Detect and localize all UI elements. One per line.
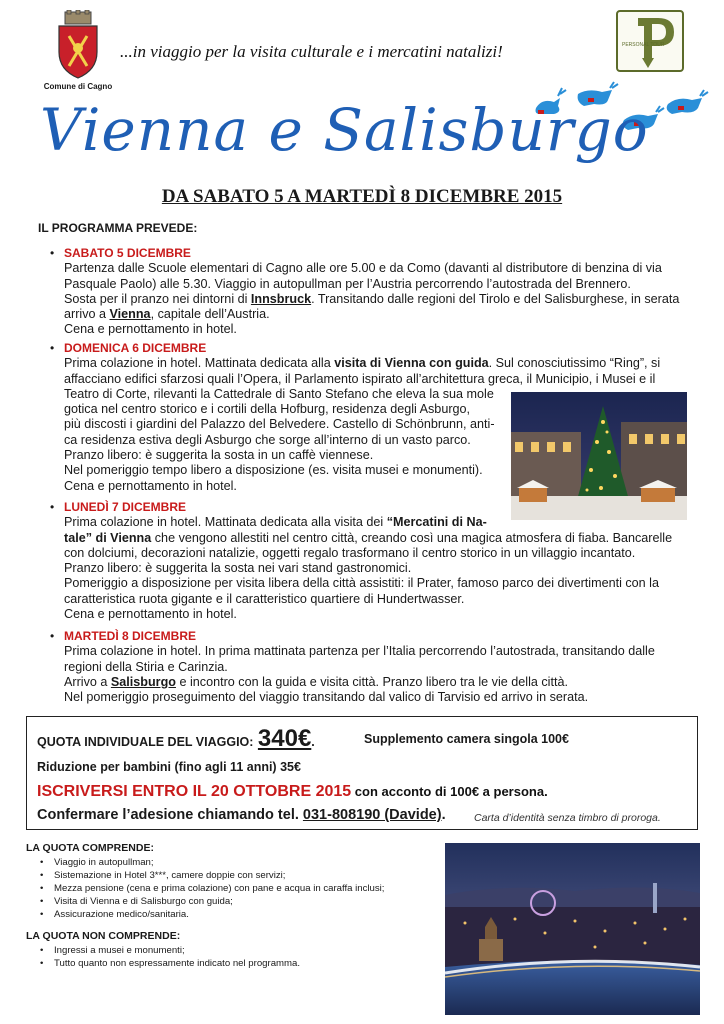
- quota-row: QUOTA INDIVIDUALE DEL VIAGGIO: 340€.: [37, 725, 315, 752]
- text-line: con dolciumi, decorazioni natalizie, oggetti regalo trasformano il centro storico in un villaggio incantato.: [64, 545, 636, 560]
- personal-tour-p-icon: [618, 12, 682, 70]
- list-item: • Sistemazione in Hotel 3***, camere doppie con servizi;: [40, 869, 384, 882]
- text-line: Pranzo libero: è suggerita la sosta in un caffè viennese.: [64, 448, 374, 463]
- bullet: •: [50, 341, 55, 355]
- text-line: regioni della Stiria e Carinzia.: [64, 659, 228, 674]
- list-item: • Tutto quanto non espressamente indicato nel programma.: [40, 957, 300, 970]
- personal-tour-logo: [616, 10, 684, 72]
- enrollment-deadline: ISCRIVERSI ENTRO IL 20 OTTOBRE 2015 con acconto di 100€ a persona.: [37, 783, 548, 800]
- day-heading: LUNEDÌ 7 DICEMBRE: [64, 500, 187, 514]
- list-item: • Ingressi a musei e monumenti;: [40, 944, 300, 957]
- list-item: • Mezza pensione (cena e prima colazione) con pane e acqua in caraffa inclusi;: [40, 882, 384, 895]
- vienna-night-photo: [445, 843, 700, 1015]
- quota-price: 340€: [257, 725, 312, 752]
- bullet: •: [50, 629, 55, 643]
- text-line: Cena e pernottamento in hotel.: [64, 478, 237, 493]
- enrollment-date: ISCRIVERSI ENTRO IL 20 OTTOBRE 2015: [37, 783, 352, 800]
- logo-text: PERSONAL TOUR: [622, 42, 665, 48]
- text-line: gotica nel centro storico e i cortili della Hofburg, residenza degli Asburgo,: [64, 402, 471, 417]
- id-card-note: Carta d’identità senza timbro di proroga.: [474, 812, 661, 824]
- includes-list: [40, 856, 384, 921]
- single-room-supplement: Supplemento camera singola 100€: [364, 732, 569, 746]
- text-line: ca residenza estiva degli Asburgo che sorge all’interno di un vasto parco.: [64, 432, 471, 447]
- text-line: Arrivo a Salisburgo e incontro con la guida e visita città. Pranzo libero tra le vie della città.: [64, 674, 568, 689]
- text-line: Sosta per il pranzo nei dintorni di Innsbruck. Transitando dalle regioni del Tirolo e del Salisburghese, in serata: [64, 291, 680, 306]
- excludes-list: [40, 944, 300, 970]
- quota-label: QUOTA INDIVIDUALE DEL VIAGGIO:: [37, 735, 254, 749]
- text-line: Nel pomeriggio tempo libero a disposizione (es. visita musei e monumenti).: [64, 463, 483, 478]
- text-line: Pranzo libero: è suggerita la sosta nei vari stand gastronomici.: [64, 561, 412, 576]
- day-monday: [50, 500, 690, 622]
- text-line: Pomeriggio a disposizione per visita libera della città assistiti: il Prater, famoso parco dei divertimenti con la: [64, 576, 659, 591]
- excludes-heading: LA QUOTA NON COMPRENDE:: [26, 930, 181, 942]
- day-tuesday: [50, 629, 690, 705]
- day-heading: SABATO 5 DICEMBRE: [64, 246, 191, 260]
- list-item: • Assicurazione medico/sanitaria.: [40, 908, 384, 921]
- place-innsbruck: Innsbruck: [250, 291, 312, 306]
- text-line: Prima colazione in hotel. In prima mattinata partenza per l’Italia percorrendo l’autostrada, transitando dalle: [64, 644, 655, 659]
- text-line: arrivo a Vienna, capitale dell’Austria.: [64, 307, 270, 322]
- text-line: Teatro di Corte, rilevanti la Cattedrale di Santo Stefano che eleva la sua mole: [64, 386, 494, 401]
- coat-of-arms-icon: [55, 10, 101, 80]
- text-line: più discosti i giardini del Palazzo del Belvedere. Castello di Schönbrunn, anti-: [64, 417, 495, 432]
- place-salisburgo: Salisburgo: [110, 674, 176, 689]
- text-line: Nel pomeriggio proseguimento del viaggio transitando dal valico di Tarvisio ed arrivo in serata.: [64, 690, 589, 705]
- text-line: Partenza dalle Scuole elementari di Cagno alle ore 5.00 e da Como (davanti al distributore di benzina di via: [64, 261, 662, 276]
- bullet: •: [50, 246, 55, 260]
- text-line: Cena e pernottamento in hotel.: [64, 322, 237, 337]
- includes-heading: LA QUOTA COMPRENDE:: [26, 842, 154, 854]
- program-heading: IL PROGRAMMA PREVEDE:: [38, 221, 198, 235]
- confirmation-line: Confermare l’adesione chiamando tel. 031-808190 (Davide).: [37, 807, 446, 823]
- day-heading: DOMENICA 6 DICEMBRE: [64, 341, 207, 355]
- text-line: Cena e pernottamento in hotel.: [64, 607, 237, 622]
- municipality-name: Comune di Cagno: [43, 82, 113, 91]
- place-vienna: Vienna: [109, 307, 151, 322]
- list-item: • Viaggio in autopullman;: [40, 856, 384, 869]
- tagline: ...in viaggio per la visita culturale e i mercatini natalizi!: [120, 42, 503, 61]
- text-line: Prima colazione in hotel. Mattinata dedicata alla visita dei “Mercatini di Na-: [64, 515, 487, 530]
- text-line: caratteristica ruota gigante e il caratteristico quartiere di Hundertwasser.: [64, 591, 465, 606]
- text-line: Prima colazione in hotel. Mattinata dedicata alla visita di Vienna con guida. Sul conosciutissimo “Ring”, si: [64, 356, 661, 371]
- list-item: • Visita di Vienna e di Salisburgo con guida;: [40, 895, 384, 908]
- page-title: Vienna e Salisburgo: [40, 96, 649, 164]
- vienna-panorama-image: [445, 843, 700, 1015]
- text-line: Pasquale Paolo) alle 5.30. Viaggio in autopullman per l’Austria percorrendo l’autostrada del Brennero.: [64, 276, 631, 291]
- municipality-crest: [40, 10, 116, 91]
- pricing-box: [26, 716, 698, 830]
- child-reduction: Riduzione per bambini (fino agli 11 anni) 35€: [37, 760, 301, 774]
- text-line: affacciano edifici sfarzosi quali l’Opera, il Parlamento ispirato all’architettura greca, il Municipio, i Musei e il: [64, 371, 656, 386]
- day-saturday: [50, 246, 690, 338]
- text-line: tale” di Vienna che vengono allestiti nel centro città, creando così una magica atmosfera di fiaba. Bancarelle: [64, 530, 673, 545]
- phone-number[interactable]: 031-808190 (Davide): [302, 807, 442, 823]
- trip-dates: DA SABATO 5 A MARTEDÌ 8 DICEMBRE 2015: [161, 186, 563, 207]
- day-heading: MARTEDÌ 8 DICEMBRE: [64, 629, 197, 643]
- bullet: •: [50, 500, 55, 514]
